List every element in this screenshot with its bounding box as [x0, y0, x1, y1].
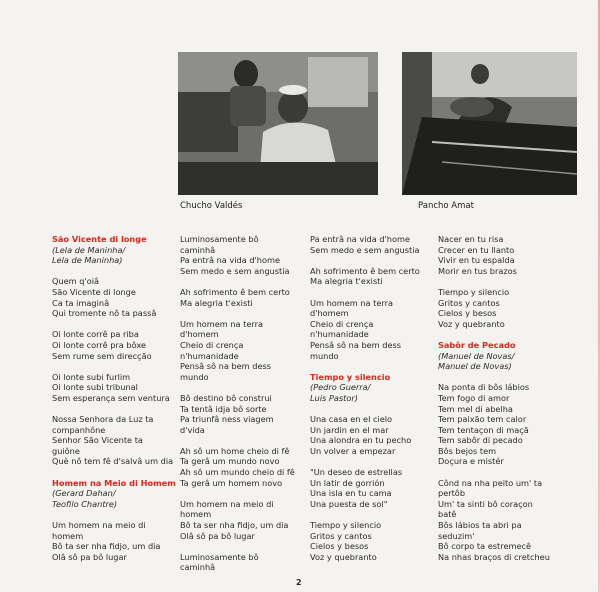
lyric-line: d'homem	[310, 308, 349, 319]
lyric-line: Senhor São Vicente ta	[52, 435, 143, 446]
lyric-line: Cheio di crença	[180, 339, 244, 350]
stanza-gap	[52, 509, 176, 520]
lyric-line: Tem mel di abelha	[438, 403, 513, 414]
lyric-line: Cielos y besos	[310, 541, 369, 552]
lyric-line: Gritos y cantos	[310, 530, 372, 541]
photo-pancho-amat	[402, 52, 577, 195]
lyric-line: mundo	[180, 371, 209, 382]
stanza-gap	[310, 287, 420, 298]
stanza-gap	[310, 255, 420, 266]
stanza-gap	[310, 509, 420, 520]
lyric-line: Tiempo y silencio	[310, 520, 382, 531]
stanza-gap	[438, 372, 550, 383]
lyric-line: Ah sô um home cheio di fê	[180, 445, 290, 456]
song-title: Tiempo y silencio	[310, 371, 391, 382]
lyric-line: Cielos y besos	[438, 308, 497, 319]
lyric-line: homem	[52, 530, 84, 541]
stanza-gap	[180, 276, 295, 287]
lyric-line: Ah sofrimento ê bem certo	[310, 265, 420, 276]
lyric-line: Oi lonte subi tribunal	[52, 382, 138, 393]
lyric-line: Tem fogo di amor	[438, 392, 510, 403]
lyric-line: Cônd na nha peito um' ta	[438, 477, 543, 488]
lyric-line: Doçura e mistér	[438, 456, 504, 467]
lyric-line: Bô ta ser nha fidjo, um dia	[52, 541, 161, 552]
lyric-line: Un latir de gorrión	[310, 477, 385, 488]
lyric-line: Una isla en tu cama	[310, 488, 392, 499]
lyric-line: Um homem na terra	[180, 318, 264, 329]
song-credit: (Lela de Maninha/	[52, 244, 126, 255]
lyric-line: Bô ta ser nha fidjo, um dia	[180, 520, 289, 531]
lyric-line: Olâ sô pa bô lugar	[52, 551, 127, 562]
lyric-line: Na nhas braços di cretcheu	[438, 551, 550, 562]
song-credit: (Manuel de Novas/	[438, 350, 515, 361]
lyric-line: Ma alegria t'existi	[310, 276, 383, 287]
song-credit: (Gerard Dahan/	[52, 488, 116, 499]
lyric-line: Sem rume sem direcção	[52, 350, 152, 361]
lyric-line: Pa entrâ na vida d'home	[310, 234, 411, 244]
lyric-line: pertôb	[438, 488, 466, 499]
lyric-line: Morir en tus brazos	[438, 265, 517, 276]
song-credit: Teofilo Chantre)	[52, 498, 118, 509]
lyric-line: Pa triunfâ ness viagem	[180, 414, 274, 425]
lyric-line: Una alondra en tu pecho	[310, 435, 412, 446]
song-credit: (Pedro Guerra/	[310, 382, 371, 393]
page-number: 2	[296, 578, 302, 587]
stanza-gap	[180, 488, 295, 499]
song-title: São Vicente di longe	[52, 234, 147, 244]
stanza-gap	[180, 541, 295, 552]
lyric-line: Una casa en el cielo	[310, 414, 393, 425]
lyric-line: Vivir en tu espalda	[438, 255, 515, 266]
lyric-line: Voz y quebranto	[310, 551, 377, 562]
stanza-gap	[52, 404, 176, 415]
lyric-line: Olâ sô pa bô lugar	[180, 530, 255, 541]
lyric-line: Quem q'oiâ	[52, 276, 99, 287]
lyric-line: Sem medo e sem angustia	[180, 265, 290, 276]
lyric-line: caminhâ	[180, 244, 216, 255]
lyric-line: Ta gerâ um mundo novo	[180, 456, 280, 467]
lyric-line: n'humanidade	[180, 350, 239, 361]
lyric-line: São Vicente di longe	[52, 286, 136, 297]
photo-caption-right: Pancho Amat	[418, 201, 474, 211]
stanza-gap	[438, 329, 550, 340]
lyric-line: n'humanidade	[310, 329, 369, 340]
stanza-gap	[180, 435, 295, 446]
stanza-gap	[310, 456, 420, 467]
stanza-gap	[310, 361, 420, 372]
lyric-line: Sem esperança sem ventura	[52, 392, 170, 403]
stanza-gap	[52, 467, 176, 478]
lyric-line: guiône	[52, 445, 80, 456]
photo-caption-left: Chucho Valdés	[180, 201, 243, 211]
lyric-line: Um' ta sinti bô coraçon	[438, 498, 533, 509]
lyric-line: Nossa Senhora da Luz ta	[52, 414, 154, 425]
lyric-line: Ah sofrimento ê bem certo	[180, 286, 290, 297]
stanza-gap	[438, 276, 550, 287]
lyric-line: Oi lonte corrê pra bôxe	[52, 339, 146, 350]
lyric-line: batê	[438, 509, 457, 520]
lyric-line: Ca ta imaginâ	[52, 297, 110, 308]
lyric-line: Ta tentâ idja bô sorte	[180, 403, 267, 414]
stanza-gap	[52, 319, 176, 330]
lyric-line: Crecer en tu llanto	[438, 244, 515, 255]
lyric-line: Luminosamente bô	[180, 234, 259, 244]
lyric-line: Pensâ sô na bem dess	[310, 339, 402, 350]
lyric-line: Ma alegria t'existi	[180, 297, 253, 308]
lyric-line: mundo	[310, 350, 339, 361]
lyric-line: Bô destino bô construi	[180, 392, 272, 403]
lyric-line: caminhâ	[180, 562, 216, 573]
stanza-gap	[52, 266, 176, 277]
lyric-line: Ah sô um mundo cheio di fê	[180, 467, 295, 478]
lyric-line: Nacer en tu risa	[438, 234, 504, 244]
stanza-gap	[438, 467, 550, 478]
lyric-line: Què nô tem fê d'salvâ um dia	[52, 456, 174, 467]
lyric-line: Luminosamente bô	[180, 551, 259, 562]
lyrics-column-1	[52, 234, 176, 562]
song-title: Sabôr de Pecado	[438, 339, 516, 350]
song-credit: Manuel de Novas)	[438, 361, 512, 372]
lyric-line: Tem sabôr di pecado	[438, 435, 523, 446]
lyric-line: Tem tentaçon di maçã	[438, 424, 529, 435]
lyric-line: Bôs lábios ta abri pa	[438, 520, 522, 531]
lyric-line: Una puesta de sol"	[310, 498, 388, 509]
lyric-line: Oi lonte corrê pa riba	[52, 329, 139, 340]
lyric-line: seduzim'	[438, 530, 475, 541]
lyric-line: Pa entrâ na vida d'home	[180, 255, 281, 266]
lyric-line: Gritos y cantos	[438, 297, 500, 308]
lyric-line: Cheio di crença	[310, 318, 374, 329]
song-credit: Luis Pastor)	[310, 392, 358, 403]
lyric-line: Qui tromente nô ta passâ	[52, 308, 157, 319]
lyric-line: d'vida	[180, 424, 205, 435]
stanza-gap	[180, 382, 295, 393]
song-title: Homem na Meio di Homem	[52, 477, 176, 488]
photo-chucho-valdes	[178, 52, 378, 195]
lyric-line: "Un deseo de estrellas	[310, 467, 403, 478]
lyric-line: Na ponta di bôs lábios	[438, 382, 530, 393]
lyric-line: homem	[180, 509, 212, 520]
lyric-line: Tem paixão tem calor	[438, 414, 527, 425]
lyrics-column-2	[180, 234, 295, 573]
stanza-gap	[310, 404, 420, 415]
lyric-line: Um homem na meio di	[180, 498, 274, 509]
lyric-line: Tiempo y silencio	[438, 286, 510, 297]
song-credit: Lela de Maninha)	[52, 255, 123, 266]
lyric-line: Um homem na meio di	[52, 520, 146, 531]
lyric-line: Oi lonte subi furlim	[52, 371, 131, 382]
lyric-line: Un jardin en el mar	[310, 424, 389, 435]
lyrics-column-3	[310, 234, 420, 562]
lyric-line: Un volver a empezar	[310, 445, 396, 456]
lyric-line: Um homem na terra	[310, 297, 394, 308]
stanza-gap	[52, 361, 176, 372]
lyric-line: companhône	[52, 424, 106, 435]
lyric-line: Voz y quebranto	[438, 318, 505, 329]
lyric-line: Bô corpo ta estremecê	[438, 541, 532, 552]
lyrics-column-4	[438, 234, 550, 562]
lyric-line: d'homem	[180, 329, 219, 340]
lyric-line: Ta gerâ um homem novo	[180, 477, 283, 488]
stanza-gap	[180, 308, 295, 319]
lyric-line: Pensâ sô na bem dess	[180, 361, 272, 372]
lyric-line: Bôs bejos tem	[438, 445, 497, 456]
lyric-line: Sem medo e sem angustia	[310, 244, 420, 255]
